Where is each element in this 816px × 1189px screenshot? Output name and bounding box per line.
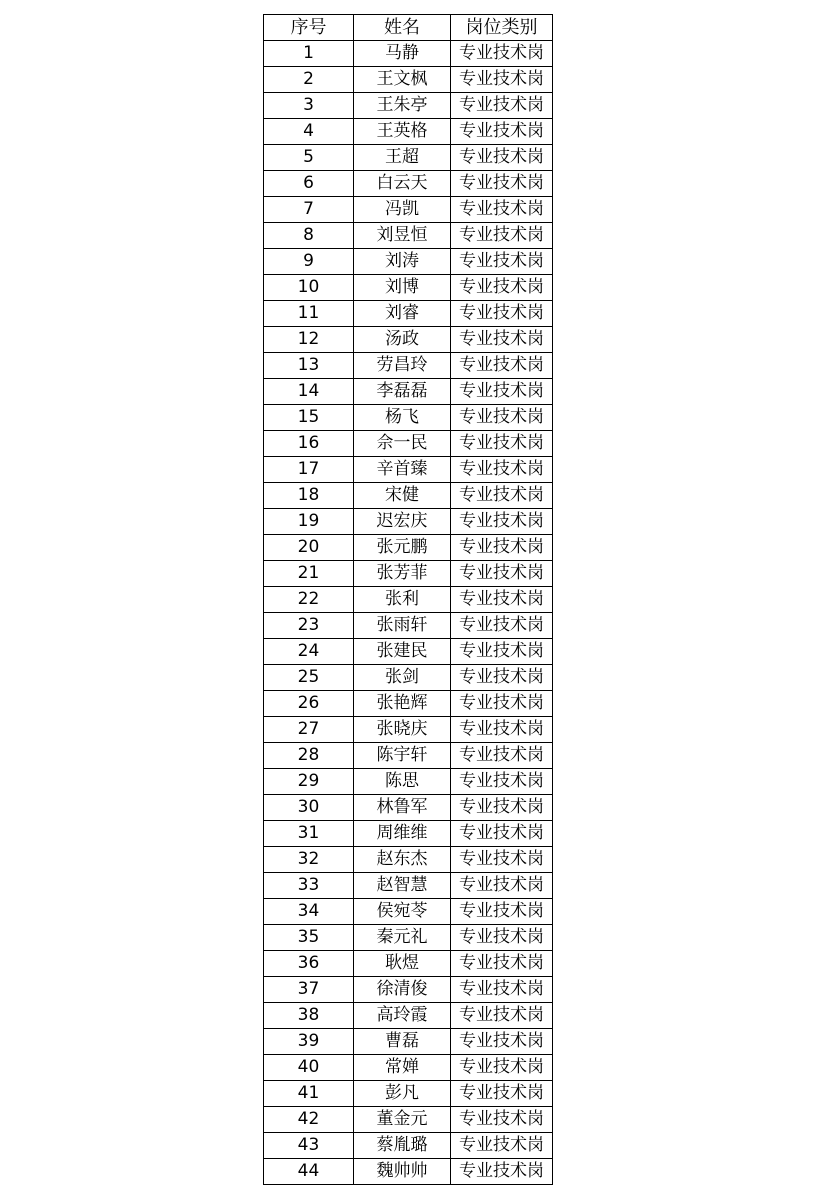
post-type-cell: 专业技术岗 (451, 93, 553, 119)
post-type-cell: 专业技术岗 (451, 1133, 553, 1159)
post-type-cell: 专业技术岗 (451, 145, 553, 171)
table-row (264, 1029, 553, 1055)
name-cell: 宋健 (354, 483, 451, 509)
table-row (264, 613, 553, 639)
serial-number-cell: 5 (264, 145, 354, 171)
post-type-cell: 专业技术岗 (451, 665, 553, 691)
name-cell: 刘睿 (354, 301, 451, 327)
table-row (264, 925, 553, 951)
header-row (264, 15, 553, 41)
table-row (264, 743, 553, 769)
table-row (264, 1107, 553, 1133)
table-row (264, 1159, 553, 1185)
serial-number-cell: 4 (264, 119, 354, 145)
table-row (264, 873, 553, 899)
table-row (264, 93, 553, 119)
post-type-cell: 专业技术岗 (451, 249, 553, 275)
post-type-cell: 专业技术岗 (451, 1055, 553, 1081)
table-row (264, 535, 553, 561)
table-row (264, 379, 553, 405)
post-type-cell: 专业技术岗 (451, 327, 553, 353)
name-cell: 刘昱恒 (354, 223, 451, 249)
post-type-cell: 专业技术岗 (451, 171, 553, 197)
serial-number-cell: 44 (264, 1159, 354, 1185)
post-type-cell: 专业技术岗 (451, 613, 553, 639)
name-cell: 赵智慧 (354, 873, 451, 899)
serial-number-cell: 30 (264, 795, 354, 821)
serial-number-cell: 9 (264, 249, 354, 275)
post-type-cell: 专业技术岗 (451, 951, 553, 977)
serial-number-cell: 6 (264, 171, 354, 197)
post-type-cell: 专业技术岗 (451, 353, 553, 379)
serial-number-cell: 38 (264, 1003, 354, 1029)
post-type-cell: 专业技术岗 (451, 717, 553, 743)
post-type-cell: 专业技术岗 (451, 67, 553, 93)
name-cell: 王超 (354, 145, 451, 171)
name-cell: 蔡胤璐 (354, 1133, 451, 1159)
table-row (264, 1003, 553, 1029)
name-cell: 张芳菲 (354, 561, 451, 587)
table-row (264, 197, 553, 223)
serial-number-cell: 35 (264, 925, 354, 951)
table-row (264, 327, 553, 353)
serial-number-cell: 3 (264, 93, 354, 119)
name-cell: 刘涛 (354, 249, 451, 275)
name-cell: 王朱亭 (354, 93, 451, 119)
serial-number-cell: 33 (264, 873, 354, 899)
table-row (264, 665, 553, 691)
serial-number-cell: 14 (264, 379, 354, 405)
post-type-cell: 专业技术岗 (451, 561, 553, 587)
table-row (264, 119, 553, 145)
post-type-cell: 专业技术岗 (451, 379, 553, 405)
serial-number-cell: 39 (264, 1029, 354, 1055)
table-row (264, 145, 553, 171)
serial-number-cell: 41 (264, 1081, 354, 1107)
name-cell: 陈思 (354, 769, 451, 795)
header-serial-number: 序号 (264, 15, 354, 41)
name-cell: 张艳辉 (354, 691, 451, 717)
table-row (264, 977, 553, 1003)
post-type-cell: 专业技术岗 (451, 1081, 553, 1107)
table-row (264, 431, 553, 457)
table-row (264, 405, 553, 431)
table-row (264, 691, 553, 717)
post-type-cell: 专业技术岗 (451, 197, 553, 223)
roster-table (263, 14, 553, 1185)
name-cell: 张剑 (354, 665, 451, 691)
serial-number-cell: 16 (264, 431, 354, 457)
name-cell: 马静 (354, 41, 451, 67)
serial-number-cell: 13 (264, 353, 354, 379)
serial-number-cell: 11 (264, 301, 354, 327)
post-type-cell: 专业技术岗 (451, 535, 553, 561)
table-row (264, 769, 553, 795)
serial-number-cell: 42 (264, 1107, 354, 1133)
name-cell: 辛首臻 (354, 457, 451, 483)
name-cell: 张建民 (354, 639, 451, 665)
post-type-cell: 专业技术岗 (451, 1003, 553, 1029)
serial-number-cell: 43 (264, 1133, 354, 1159)
table-row (264, 587, 553, 613)
name-cell: 汤政 (354, 327, 451, 353)
table-row (264, 353, 553, 379)
table-row (264, 457, 553, 483)
post-type-cell: 专业技术岗 (451, 275, 553, 301)
name-cell: 冯凯 (354, 197, 451, 223)
post-type-cell: 专业技术岗 (451, 301, 553, 327)
post-type-cell: 专业技术岗 (451, 405, 553, 431)
post-type-cell: 专业技术岗 (451, 795, 553, 821)
serial-number-cell: 23 (264, 613, 354, 639)
post-type-cell: 专业技术岗 (451, 639, 553, 665)
name-cell: 王英格 (354, 119, 451, 145)
serial-number-cell: 34 (264, 899, 354, 925)
name-cell: 常婵 (354, 1055, 451, 1081)
name-cell: 曹磊 (354, 1029, 451, 1055)
serial-number-cell: 32 (264, 847, 354, 873)
serial-number-cell: 17 (264, 457, 354, 483)
serial-number-cell: 1 (264, 41, 354, 67)
post-type-cell: 专业技术岗 (451, 223, 553, 249)
table-body (264, 41, 553, 1185)
name-cell: 侯宛苓 (354, 899, 451, 925)
name-cell: 迟宏庆 (354, 509, 451, 535)
post-type-cell: 专业技术岗 (451, 769, 553, 795)
name-cell: 陈宇轩 (354, 743, 451, 769)
serial-number-cell: 20 (264, 535, 354, 561)
post-type-cell: 专业技术岗 (451, 483, 553, 509)
post-type-cell: 专业技术岗 (451, 821, 553, 847)
table-row (264, 275, 553, 301)
table-row (264, 301, 553, 327)
serial-number-cell: 12 (264, 327, 354, 353)
serial-number-cell: 25 (264, 665, 354, 691)
table-row (264, 509, 553, 535)
name-cell: 魏帅帅 (354, 1159, 451, 1185)
serial-number-cell: 7 (264, 197, 354, 223)
serial-number-cell: 21 (264, 561, 354, 587)
serial-number-cell: 8 (264, 223, 354, 249)
name-cell: 董金元 (354, 1107, 451, 1133)
serial-number-cell: 29 (264, 769, 354, 795)
table-row (264, 41, 553, 67)
table-row (264, 223, 553, 249)
serial-number-cell: 19 (264, 509, 354, 535)
serial-number-cell: 26 (264, 691, 354, 717)
post-type-cell: 专业技术岗 (451, 587, 553, 613)
table-row (264, 639, 553, 665)
table-row (264, 847, 553, 873)
post-type-cell: 专业技术岗 (451, 431, 553, 457)
serial-number-cell: 28 (264, 743, 354, 769)
post-type-cell: 专业技术岗 (451, 977, 553, 1003)
post-type-cell: 专业技术岗 (451, 509, 553, 535)
name-cell: 秦元礼 (354, 925, 451, 951)
serial-number-cell: 22 (264, 587, 354, 613)
table-row (264, 899, 553, 925)
post-type-cell: 专业技术岗 (451, 691, 553, 717)
name-cell: 白云天 (354, 171, 451, 197)
name-cell: 周维维 (354, 821, 451, 847)
table-row (264, 951, 553, 977)
name-cell: 劳昌玲 (354, 353, 451, 379)
serial-number-cell: 31 (264, 821, 354, 847)
post-type-cell: 专业技术岗 (451, 899, 553, 925)
post-type-cell: 专业技术岗 (451, 1107, 553, 1133)
post-type-cell: 专业技术岗 (451, 457, 553, 483)
post-type-cell: 专业技术岗 (451, 119, 553, 145)
table-row (264, 483, 553, 509)
header-post-type: 岗位类别 (451, 15, 553, 41)
name-cell: 高玲霞 (354, 1003, 451, 1029)
table-row (264, 1055, 553, 1081)
name-cell: 王文枫 (354, 67, 451, 93)
serial-number-cell: 24 (264, 639, 354, 665)
serial-number-cell: 10 (264, 275, 354, 301)
table-row (264, 249, 553, 275)
table-row (264, 1081, 553, 1107)
name-cell: 张雨轩 (354, 613, 451, 639)
name-cell: 彭凡 (354, 1081, 451, 1107)
post-type-cell: 专业技术岗 (451, 873, 553, 899)
post-type-cell: 专业技术岗 (451, 41, 553, 67)
name-cell: 赵东杰 (354, 847, 451, 873)
post-type-cell: 专业技术岗 (451, 1029, 553, 1055)
post-type-cell: 专业技术岗 (451, 847, 553, 873)
name-cell: 张元鹏 (354, 535, 451, 561)
name-cell: 林鲁军 (354, 795, 451, 821)
name-cell: 张晓庆 (354, 717, 451, 743)
table-row (264, 717, 553, 743)
serial-number-cell: 2 (264, 67, 354, 93)
name-cell: 刘博 (354, 275, 451, 301)
name-cell: 佘一民 (354, 431, 451, 457)
table-row (264, 67, 553, 93)
table-header (264, 15, 553, 41)
name-cell: 杨飞 (354, 405, 451, 431)
table-row (264, 1133, 553, 1159)
serial-number-cell: 36 (264, 951, 354, 977)
post-type-cell: 专业技术岗 (451, 743, 553, 769)
serial-number-cell: 37 (264, 977, 354, 1003)
table-row (264, 561, 553, 587)
serial-number-cell: 18 (264, 483, 354, 509)
name-cell: 徐清俊 (354, 977, 451, 1003)
table-row (264, 795, 553, 821)
header-name: 姓名 (354, 15, 451, 41)
serial-number-cell: 27 (264, 717, 354, 743)
name-cell: 耿煜 (354, 951, 451, 977)
name-cell: 张利 (354, 587, 451, 613)
post-type-cell: 专业技术岗 (451, 925, 553, 951)
table-row (264, 171, 553, 197)
table-row (264, 821, 553, 847)
post-type-cell: 专业技术岗 (451, 1159, 553, 1185)
name-cell: 李磊磊 (354, 379, 451, 405)
serial-number-cell: 40 (264, 1055, 354, 1081)
serial-number-cell: 15 (264, 405, 354, 431)
